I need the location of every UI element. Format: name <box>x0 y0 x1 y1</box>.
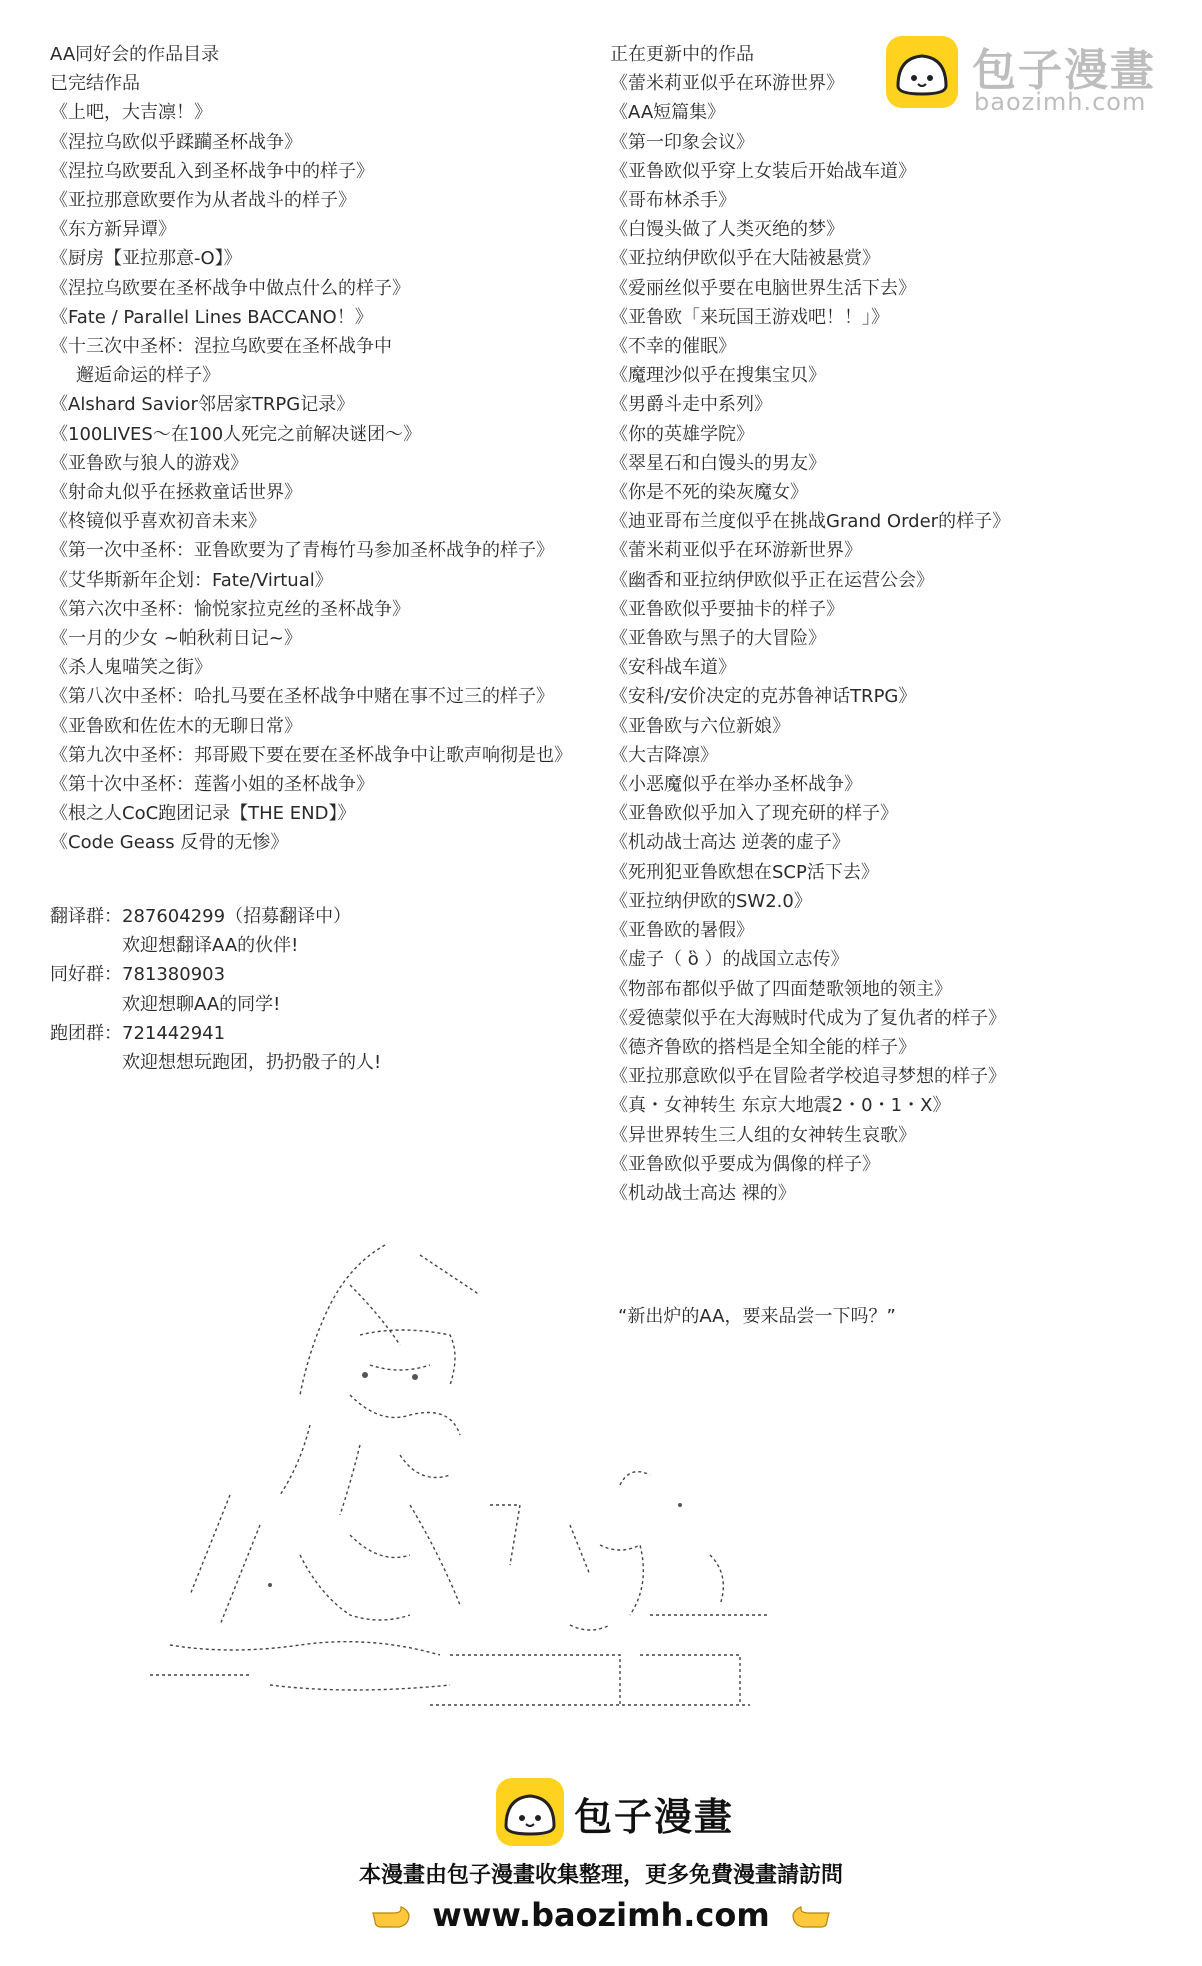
list-item: 《第六次中圣杯：愉悦家拉克丝的圣杯战争》 <box>50 598 410 620</box>
list-item: 《亚鲁欧与狼人的游戏》 <box>50 452 248 474</box>
list-item: 《蕾米莉亚似乎在环游新世界》 <box>610 540 862 562</box>
list-item: 《虚子（ ὃ ）的战国立志传》 <box>610 949 849 971</box>
group-info <box>50 902 381 1077</box>
list-item: 《亚鲁欧和佐佐木的无聊日常》 <box>50 715 302 737</box>
list-item: 《东方新异谭》 <box>50 219 176 241</box>
footer-url-row <box>0 1896 1202 1934</box>
list-item: 《100LIVES～在100人死完之前解决谜团～》 <box>50 423 422 445</box>
list-item: 《AA短篇集》 <box>610 102 726 124</box>
list-item: 《厨房【亚拉那意-O】》 <box>50 248 242 270</box>
list-item: 《十三次中圣杯：涅拉乌欧要在圣杯战争中 <box>50 336 392 358</box>
fan-note: 欢迎想聊AA的同学! <box>122 993 281 1015</box>
list-item: 《亚鲁欧似乎要抽卡的样子》 <box>610 598 844 620</box>
trpg-note: 欢迎想想玩跑团，扔扔骰子的人! <box>122 1052 382 1074</box>
list-item: 《魔理沙似乎在搜集宝贝》 <box>610 365 826 387</box>
completed-works-column <box>50 40 590 858</box>
list-item: 《机动战士高达 逆袭的虚子》 <box>610 832 850 854</box>
list-item: 《安科战车道》 <box>610 657 736 679</box>
list-item: 《爱丽丝似乎要在电脑世界生活下去》 <box>610 277 916 299</box>
list-item: 《艾华斯新年企划：Fate/Virtual》 <box>50 569 333 591</box>
list-item: 《涅拉乌欧要乱入到圣杯战争中的样子》 <box>50 160 374 182</box>
list-item: 《异世界转生三人组的女神转生哀歌》 <box>610 1124 916 1146</box>
list-item: 《根之人CoC跑团记录【THE END】》 <box>50 803 356 825</box>
list-item: 《亚拉那意欧要作为从者战斗的样子》 <box>50 190 356 212</box>
translation-note: 欢迎想翻译AA的伙伴! <box>122 935 299 957</box>
list-item: 《Code Geass 反骨的无惨》 <box>50 832 289 854</box>
trpg-group: 跑团群：721442941 <box>50 1022 226 1044</box>
list-item: 《亚拉纳伊欧的SW2.0》 <box>610 890 812 912</box>
list-item: 《幽香和亚拉纳伊欧似乎正在运营公会》 <box>610 569 934 591</box>
pointing-hand-icon <box>791 1899 831 1931</box>
footer-logo[interactable] <box>494 1776 754 1856</box>
list-item: 《死刑犯亚鲁欧想在SCP活下去》 <box>610 861 879 883</box>
bun-mascot-icon <box>494 1776 566 1848</box>
list-item: 《涅拉乌欧要在圣杯战争中做点什么的样子》 <box>50 277 410 299</box>
list-item: 《小恶魔似乎在举办圣杯战争》 <box>610 774 862 796</box>
updating-works-column <box>610 40 1050 1208</box>
list-item: 《亚鲁欧似乎加入了现充研的样子》 <box>610 803 898 825</box>
watermark-title: 包子漫畫 <box>972 45 1156 96</box>
updating-header: 正在更新中的作品 <box>610 44 754 65</box>
watermark-url: baozimh.com <box>974 88 1147 116</box>
list-item: 《一月的少女 ~帕秋莉日记~》 <box>50 628 302 650</box>
translation-group: 翻译群：287604299（招募翻译中） <box>50 906 352 927</box>
list-item: 《第九次中圣杯：邦哥殿下要在要在圣杯战争中让歌声响彻是也》 <box>50 744 572 766</box>
list-item: 《亚鲁欧与黑子的大冒险》 <box>610 628 826 650</box>
catalog-title: AA同好会的作品目录 <box>50 44 220 65</box>
list-item: 《不幸的催眠》 <box>610 336 736 358</box>
list-item: 《白馒头做了人类灭绝的梦》 <box>610 219 844 241</box>
list-item: 《安科/安价决定的克苏鲁神话TRPG》 <box>610 686 917 708</box>
list-item: 《第一印象会议》 <box>610 131 754 153</box>
list-item: 《翠星石和白馒头的男友》 <box>610 452 826 474</box>
list-item: 《亚鲁欧似乎要成为偶像的样子》 <box>610 1153 880 1175</box>
list-item: 《爱德蒙似乎在大海贼时代成为了复仇者的样子》 <box>610 1007 1006 1029</box>
list-item: 《物部布都似乎做了四面楚歌领地的领主》 <box>610 978 952 1000</box>
list-item: 《亚拉那意欧似乎在冒险者学校追寻梦想的样子》 <box>610 1066 1006 1088</box>
list-item: 《杀人鬼喵笑之街》 <box>50 657 212 679</box>
footer-url-link[interactable]: www.baozimh.com <box>432 1896 770 1934</box>
list-item: 《第十次中圣杯：莲酱小姐的圣杯战争》 <box>50 774 374 796</box>
pointing-hand-icon <box>371 1899 411 1931</box>
speech-quote: “新出炉的AA，要来品尝一下吗？” <box>618 1306 896 1327</box>
list-item: 《机动战士高达 裸的》 <box>610 1182 796 1204</box>
footer-logo-title: 包子漫畫 <box>574 1795 735 1839</box>
list-item: 《Alshard Savior邻居家TRPG记录》 <box>50 394 355 416</box>
list-item: 《你是不死的染灰魔女》 <box>610 482 808 504</box>
list-item: 《涅拉乌欧似乎蹂躏圣杯战争》 <box>50 131 302 153</box>
list-item: 《射命丸似乎在拯救童话世界》 <box>50 482 302 504</box>
list-item: 《德齐鲁欧的搭档是全知全能的样子》 <box>610 1036 916 1058</box>
list-item-continued: 邂逅命运的样子》 <box>76 365 220 387</box>
list-item: 《大吉降凛》 <box>610 744 718 766</box>
footer-notice: 本漫畫由包子漫畫收集整理，更多免費漫畫請訪問 <box>358 1863 843 1888</box>
list-item: 《亚鲁欧似乎穿上女装后开始战车道》 <box>610 160 916 182</box>
list-item: 《Fate / Parallel Lines BACCANO！》 <box>50 306 373 328</box>
list-item: 《第一次中圣杯：亚鲁欧要为了青梅竹马参加圣杯战争的样子》 <box>50 540 554 562</box>
list-item: 《你的英雄学院》 <box>610 423 754 445</box>
completed-header: 已完结作品 <box>50 73 140 95</box>
list-item: 《上吧，大吉凛！》 <box>50 102 212 124</box>
list-item: 《第八次中圣杯：哈扎马要在圣杯战争中赌在事不过三的样子》 <box>50 686 554 708</box>
list-item: 《亚鲁欧与六位新娘》 <box>610 715 790 737</box>
list-item: 《真・女神转生 东京大地震2・0・1・X》 <box>610 1095 951 1117</box>
list-item: 《亚鲁欧的暑假》 <box>610 920 754 942</box>
fan-group: 同好群：781380903 <box>50 964 226 986</box>
list-item: 《亚鲁欧「来玩国王游戏吧！！」》 <box>610 306 889 328</box>
list-item: 《亚拉纳伊欧似乎在大陆被悬赏》 <box>610 248 880 270</box>
list-item: 《男爵斗走中系列》 <box>610 394 772 416</box>
list-item: 《哥布林杀手》 <box>610 190 736 212</box>
list-item: 《蕾米莉亚似乎在环游世界》 <box>610 73 844 95</box>
list-item: 《迪亚哥布兰度似乎在挑战Grand Order的样子》 <box>610 511 1011 533</box>
list-item: 《柊镜似乎喜欢初音未来》 <box>50 511 266 533</box>
